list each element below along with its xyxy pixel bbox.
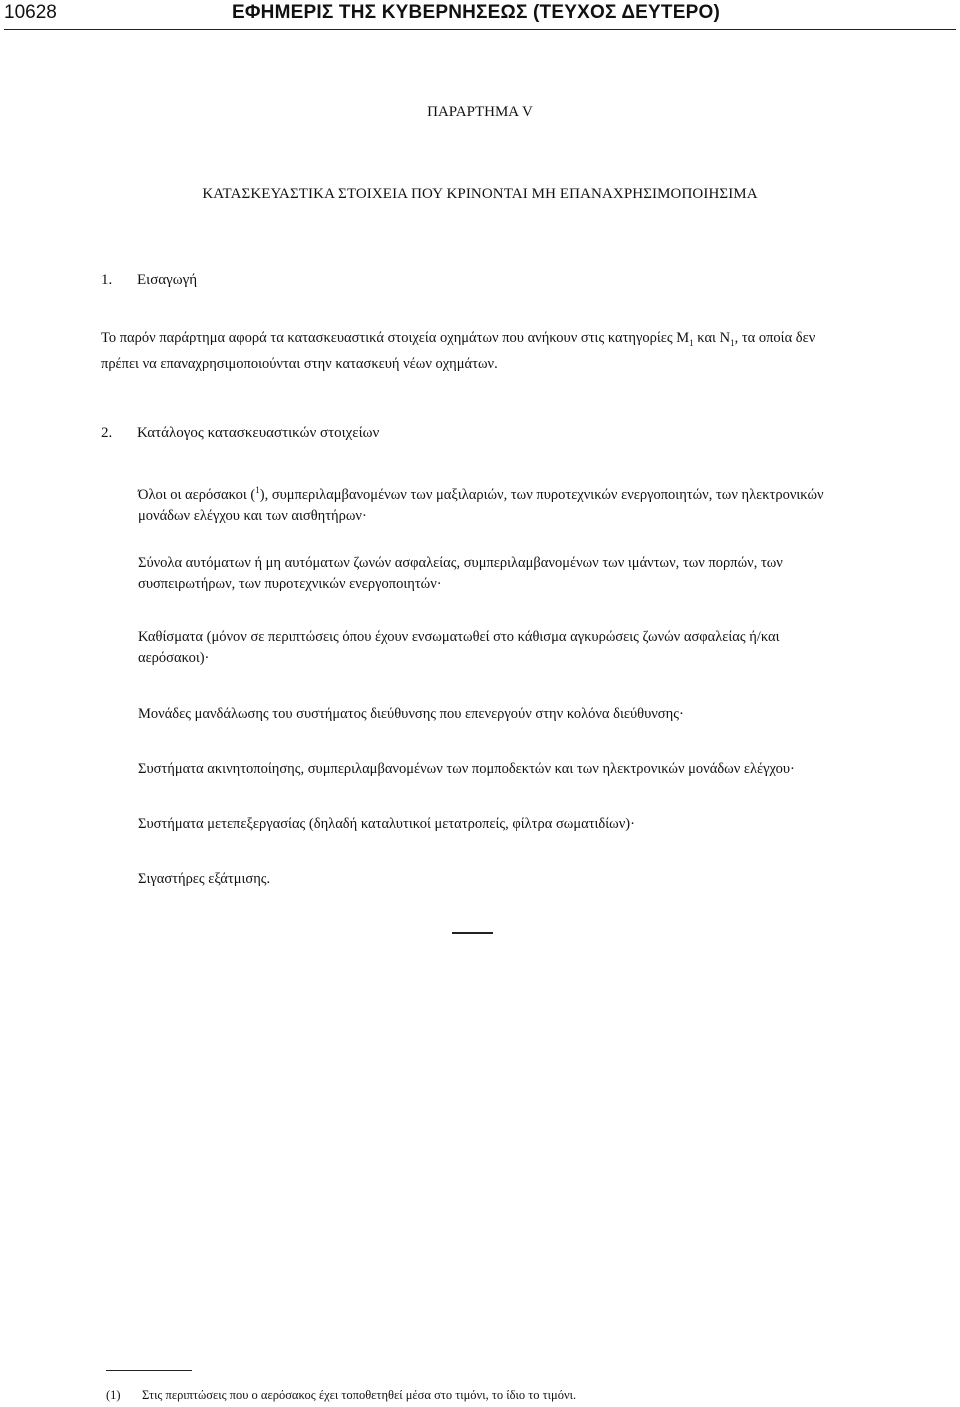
list-item-silencers: Σιγαστήρες εξάτμισης. [138,871,271,887]
list-item-airbags: Όλοι οι αερόσακοι ($^1$), συμπεριλαμβανομένων των μαξιλαριών, των πυροτεχνικών ενεργοποιητών, των ηλεκτρονικών μονάδων ελέγχου και των αισθητήρων· [138,485,824,524]
list-item-seat-belts: Σύνολα αυτόματων ή μη αυτόματων ζωνών ασφαλείας, συμπεριλαμβανομένων των ιμάντων, των πορπών, των συσπειρωτήρων, των πυροτεχνικών ενεργοποιητών· [138,555,783,592]
footnote-mark: (1) [106,1388,121,1402]
gazette-title: ΕΦΗΜΕΡΙΣ ΤΗΣ ΚΥΒΕΡΝΗΣΕΩΣ (ΤΕΥΧΟΣ ΔΕΥΤΕΡΟ) [232,2,720,23]
end-separator [452,932,493,934]
section-2-title: Κατάλογος κατασκευαστικών στοιχείων [137,425,380,441]
footnote [106,1388,576,1403]
annex-title: ΠΑΡΑΡΤΗΜΑ V [427,104,533,120]
section-2-number: 2. [101,425,113,441]
footnote-rule [106,1370,192,1371]
section-2-heading [101,425,379,442]
list-item-seats: Καθίσματα (μόνον σε περιπτώσεις όπου έχουν ενσωματωθεί στο κάθισμα αγκυρώσεις ζωνών ασφαλείας ή/και αερόσακοι)· [138,629,780,666]
page-header [0,0,960,32]
list-item-steering-lock: Μονάδες μανδάλωσης του συστήματος διεύθυνσης που επενεργούν στην κολόνα διεύθυνσης· [138,706,684,722]
intro-paragraph: Το παρόν παράρτημα αφορά τα κατασκευαστικά στοιχεία οχημάτων που ανήκουν στις κατηγορίες $M_1$ και $N_1$, τα οποία δεν πρέπει να επαναχρησιμοποιούνται στην κατασκευή νέων οχημάτων. [101,330,816,372]
footnote-ref: 1 [255,485,260,495]
list-item-immobilisers: Συστήματα ακινητοποίησης, συμπεριλαμβανομένων των πομποδεκτών και των ηλεκτρονικών μονάδων ελέγχου· [138,761,795,777]
annex-subtitle: ΚΑΤΑΣΚΕΥΑΣΤΙΚΑ ΣΤΟΙΧΕΙΑ ΠΟΥ ΚΡΙΝΟΝΤΑΙ ΜΗ ΕΠΑΝΑΧΡΗΣΙΜΟΠΟΙΗΣΙΜΑ [202,186,758,202]
footnote-text: Στις περιπτώσεις που ο αερόσακος έχει τοποθετηθεί μέσα στο τιμόνι, το ίδιο το τιμόνι. [142,1388,577,1402]
list-item-after-treatment: Συστήματα μετεπεξεργασίας (δηλαδή καταλυτικοί μετατροπείς, φίλτρα σωματιδίων)· [138,816,635,832]
section-1-number: 1. [101,272,113,288]
section-1-heading [101,272,197,289]
header-rule [4,29,956,30]
page-number: 10628 [4,2,57,23]
section-1-title: Εισαγωγή [137,272,198,288]
